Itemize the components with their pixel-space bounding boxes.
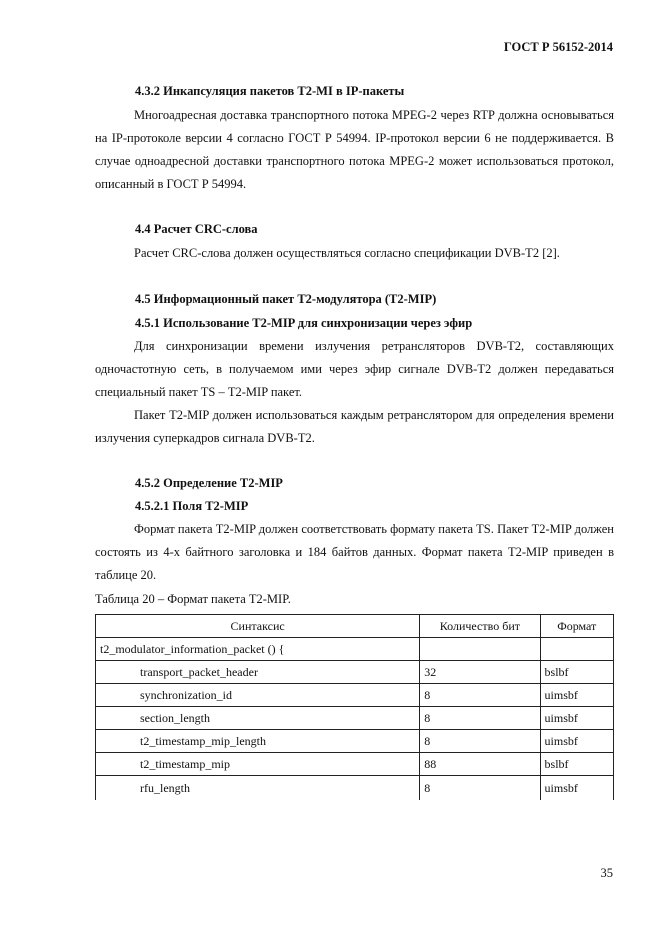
cell-bits: 32	[420, 661, 540, 684]
cell-syntax: t2_timestamp_mip	[96, 753, 420, 776]
section-4-5-2-title: 4.5.2 Определение Т2-MIP	[135, 476, 283, 490]
header-syntax: Синтаксис	[96, 615, 420, 638]
section-4-5-1-text-1: Для синхронизации времени излучения ретрансляторов DVB-T2, составляющих одночастотную сеть, в получаемом ими через эфир сигнале DVB-T2 должен передаваться специальный пакет TS – Т2-MIP пакет.	[95, 339, 614, 399]
cell-format	[540, 638, 613, 661]
section-4-4-title: 4.4 Расчет CRC-слова	[135, 222, 258, 236]
cell-bits: 8	[420, 730, 540, 753]
cell-bits	[420, 638, 540, 661]
cell-format: bslbf	[540, 661, 613, 684]
cell-syntax: rfu_length	[96, 776, 420, 801]
cell-syntax: transport_packet_header	[96, 661, 420, 684]
table-row	[96, 753, 614, 776]
cell-format: bslbf	[540, 753, 613, 776]
section-4-3-2-title: 4.3.2 Инкапсуляция пакетов Т2-MI в IP-пакеты	[135, 84, 405, 98]
cell-format: uimsbf	[540, 730, 613, 753]
cell-format: uimsbf	[540, 707, 613, 730]
table-row	[96, 684, 614, 707]
section-4-5-title: 4.5 Информационный пакет Т2-модулятора (T2-MIP)	[135, 292, 437, 306]
cell-syntax: section_length	[96, 707, 420, 730]
cell-bits: 8	[420, 776, 540, 801]
cell-bits: 8	[420, 707, 540, 730]
page-number: 35	[600, 866, 613, 880]
section-4-5-2-1-text: Формат пакета Т2-MIP должен соответствовать формату пакета TS. Пакет Т2-MIP должен состоять из 4-х байтного заголовка и 184 байтов данных. Формат пакета Т2-MIP приведен в таблице 20.	[95, 522, 614, 582]
table-row	[96, 707, 614, 730]
cell-syntax: t2_timestamp_mip_length	[96, 730, 420, 753]
cell-format: uimsbf	[540, 684, 613, 707]
section-4-4-text: Расчет CRC-слова должен осуществляться согласно спецификации DVB-T2 [2].	[134, 246, 560, 260]
section-4-5-2-1-title: 4.5.2.1 Поля Т2-MIP	[135, 499, 249, 513]
table-header-row	[96, 615, 614, 638]
table-caption: Таблица 20 – Формат пакета Т2-MIP.	[95, 592, 291, 606]
table-row	[96, 776, 614, 801]
section-4-5-1-text-2: Пакет Т2-MIP должен использоваться каждым ретранслятором для определения времени излучения суперкадров сигнала DVB-T2.	[95, 408, 614, 445]
header-format: Формат	[540, 615, 613, 638]
header-bit-count: Количество бит	[420, 615, 540, 638]
document-header-id: ГОСТ Р 56152-2014	[503, 40, 613, 54]
cell-bits: 8	[420, 684, 540, 707]
cell-bits: 88	[420, 753, 540, 776]
t2-mip-format-table	[95, 614, 614, 800]
section-4-3-2-text: Многоадресная доставка транспортного потока MPEG-2 через RTP должна основываться на IP-протоколе версии 4 согласно ГОСТ Р 54994. IP-протокол версии 6 не поддерживается. В случае одноадресной доставки транспортного потока MPEG-2 может использоваться протокол, описанный в ГОСТ Р 54994.	[95, 108, 614, 191]
cell-syntax: synchronization_id	[96, 684, 420, 707]
table-row	[96, 730, 614, 753]
table-row	[96, 638, 614, 661]
section-4-5-1-title: 4.5.1 Использование Т2-MIP для синхронизации через эфир	[135, 316, 473, 330]
cell-syntax: t2_modulator_information_packet () {	[96, 638, 420, 661]
table-row	[96, 661, 614, 684]
cell-format: uimsbf	[540, 776, 613, 801]
